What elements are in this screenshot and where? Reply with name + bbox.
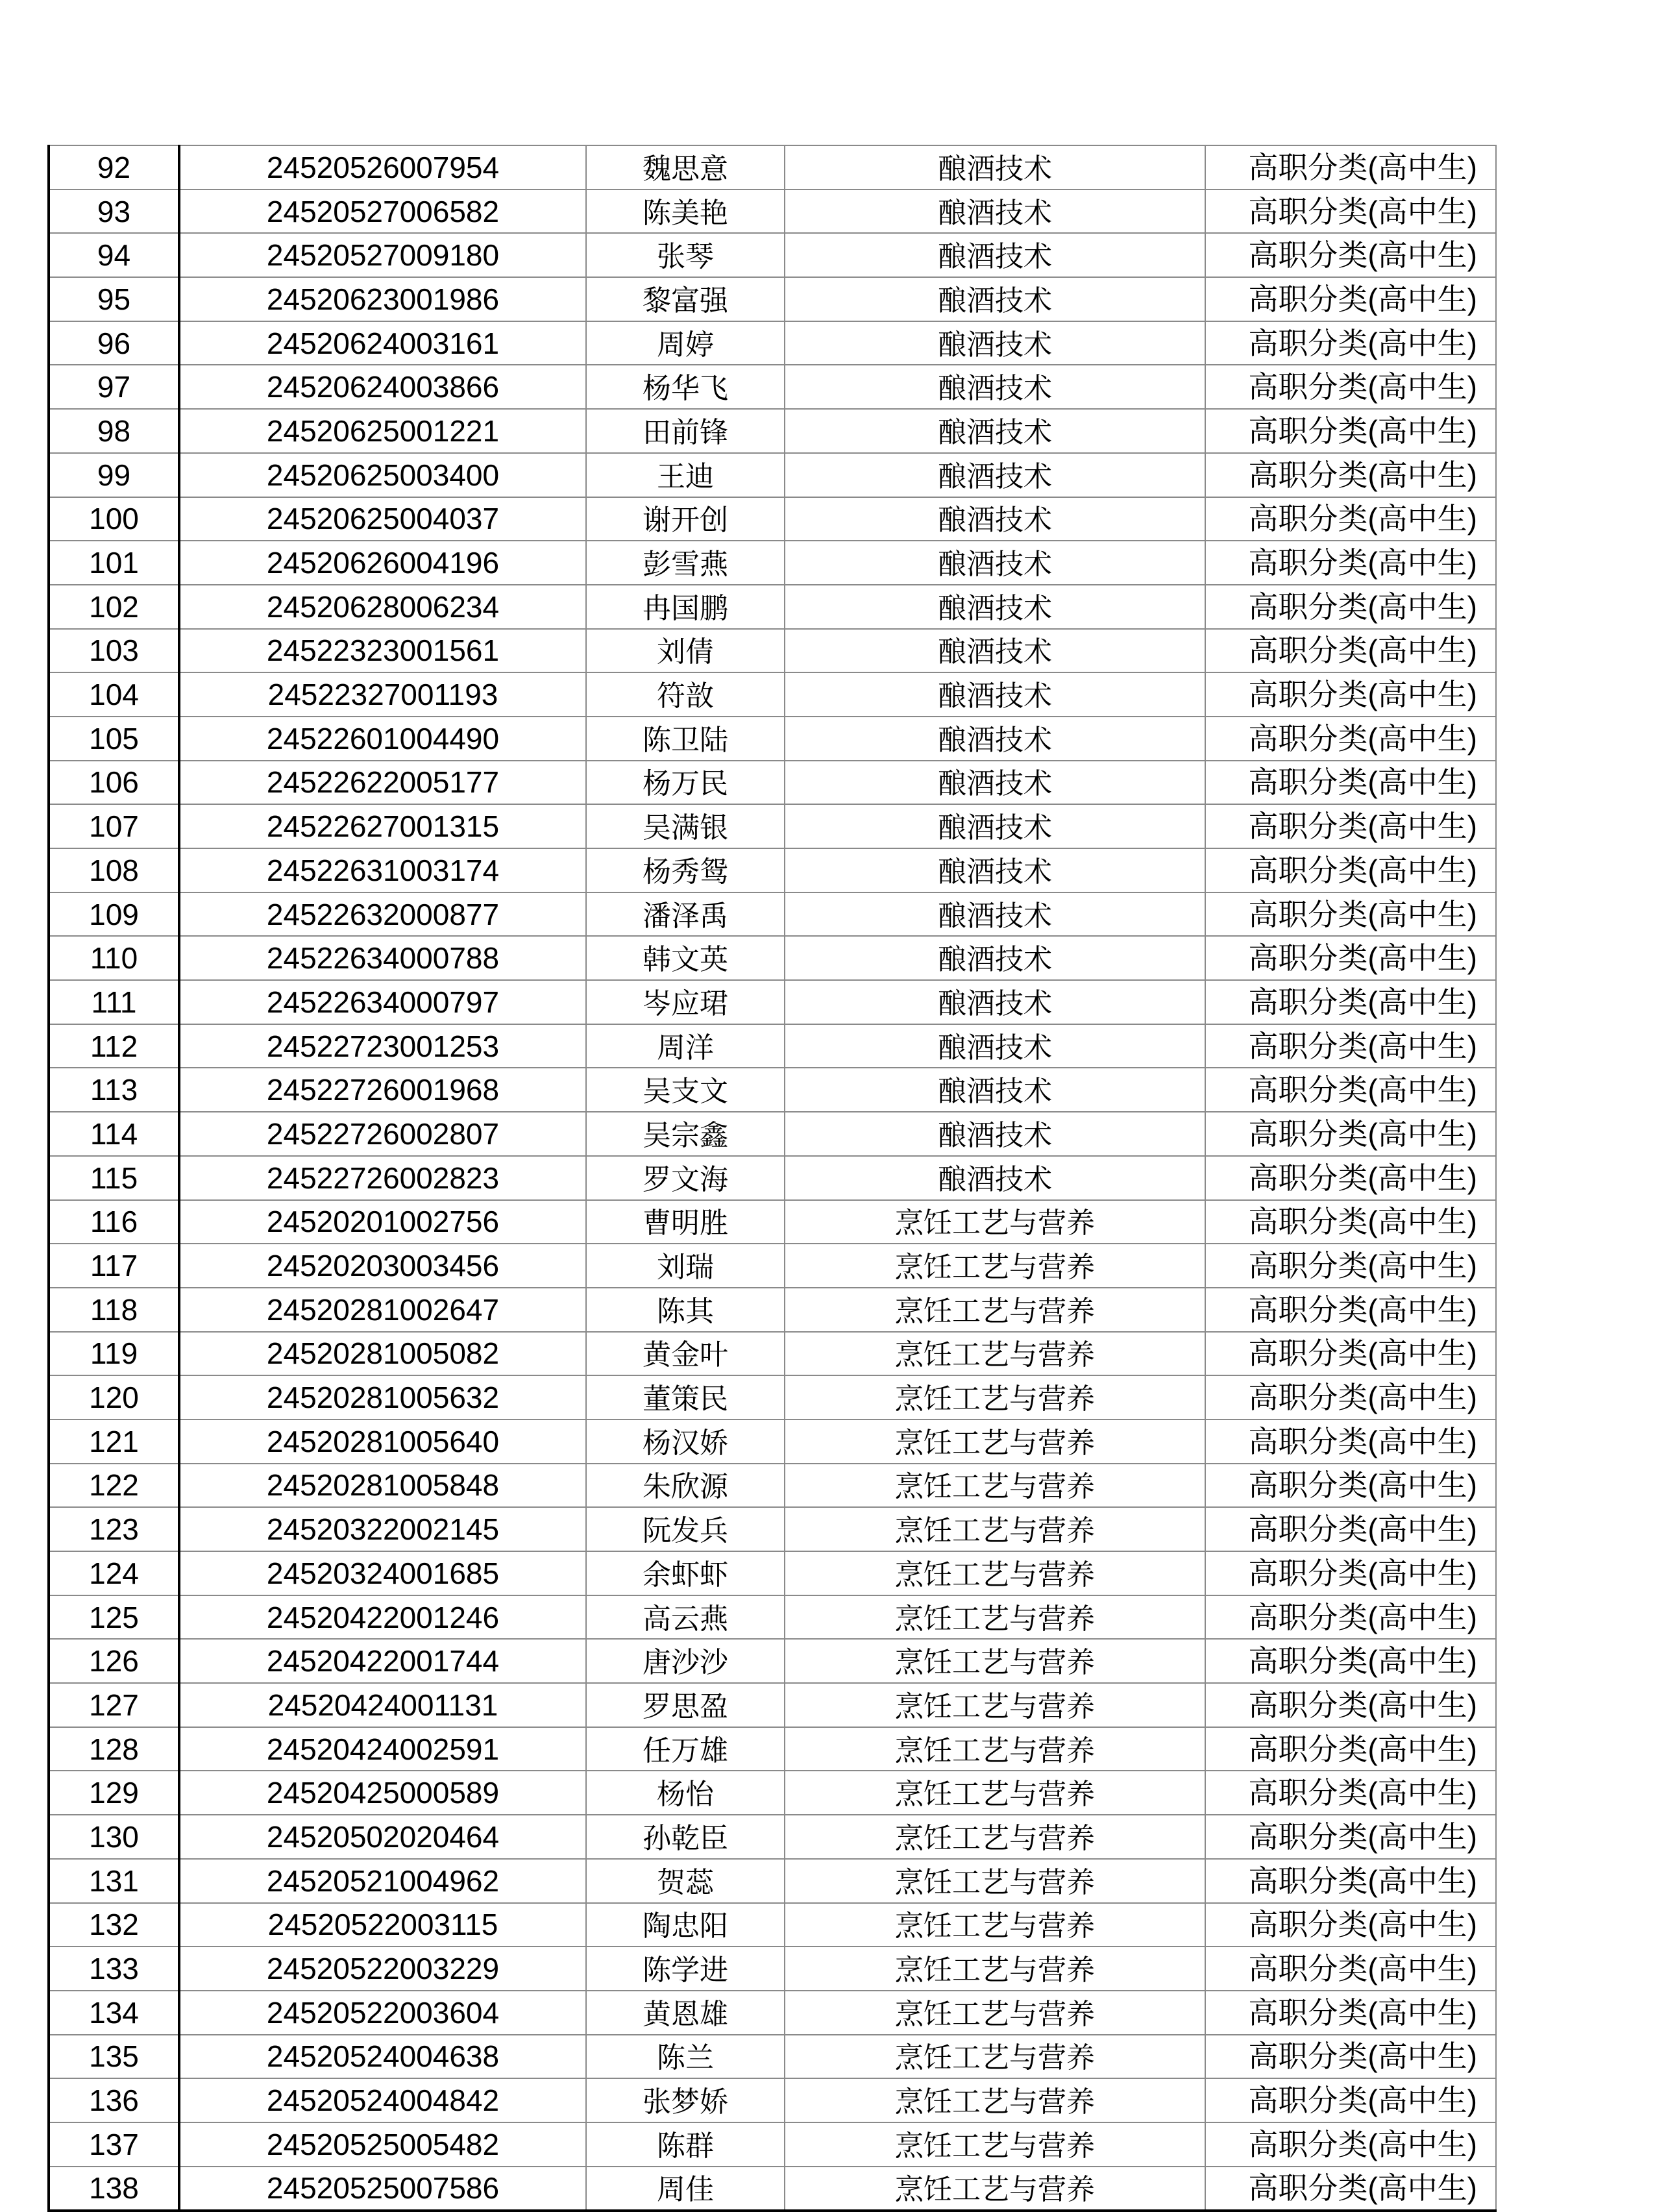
table-row: [49, 453, 1496, 497]
major-cell: 酿酒技术: [785, 233, 1205, 277]
candidate-id-cell: 24520422001744: [179, 1639, 586, 1683]
candidate-id-cell: 24520625001221: [179, 409, 586, 453]
row-number-cell: 134: [49, 1991, 179, 2035]
candidate-id-cell: 24520626004196: [179, 541, 586, 585]
major-cell: 烹饪工艺与营养: [785, 1903, 1205, 1947]
candidate-id-cell: 24520502020464: [179, 1815, 586, 1859]
row-number-cell: 101: [49, 541, 179, 585]
row-number-cell: 122: [49, 1464, 179, 1508]
category-cell: 高职分类(高中生): [1205, 672, 1496, 717]
major-cell: 烹饪工艺与营养: [785, 1200, 1205, 1244]
row-number-cell: 136: [49, 2078, 179, 2122]
table-row: [49, 936, 1496, 980]
table-row: [49, 629, 1496, 673]
row-number-cell: 127: [49, 1683, 179, 1727]
candidate-id-cell: 24520526007954: [179, 145, 586, 190]
row-number-cell: 112: [49, 1024, 179, 1068]
category-cell: 高职分类(高中生): [1205, 233, 1496, 277]
student-name-cell: 高云燕: [586, 1595, 785, 1640]
candidate-id-cell: 24522601004490: [179, 717, 586, 761]
row-number-cell: 113: [49, 1068, 179, 1112]
student-name-cell: 杨万民: [586, 761, 785, 805]
student-name-cell: 杨汉娇: [586, 1419, 785, 1464]
category-cell: 高职分类(高中生): [1205, 1024, 1496, 1068]
table-row: [49, 1727, 1496, 1771]
candidate-id-cell: 24520522003229: [179, 1947, 586, 1991]
candidate-id-cell: 24520628006234: [179, 585, 586, 629]
candidate-id-cell: 24520524004638: [179, 2035, 586, 2079]
candidate-id-cell: 24520522003115: [179, 1903, 586, 1947]
category-cell: 高职分类(高中生): [1205, 1156, 1496, 1200]
student-name-cell: 黄金叶: [586, 1332, 785, 1376]
row-number-cell: 133: [49, 1947, 179, 1991]
category-cell: 高职分类(高中生): [1205, 1068, 1496, 1112]
candidate-id-cell: 24520324001685: [179, 1551, 586, 1595]
major-cell: 酿酒技术: [785, 848, 1205, 892]
category-cell: 高职分类(高中生): [1205, 761, 1496, 805]
candidate-id-cell: 24520527006582: [179, 190, 586, 234]
category-cell: 高职分类(高中生): [1205, 2167, 1496, 2211]
major-cell: 酿酒技术: [785, 145, 1205, 190]
candidate-id-cell: 24520625003400: [179, 453, 586, 497]
candidate-id-cell: 24520281005082: [179, 1332, 586, 1376]
student-name-cell: 董策民: [586, 1375, 785, 1419]
table-row: [49, 321, 1496, 365]
table-row: [49, 761, 1496, 805]
major-cell: 酿酒技术: [785, 321, 1205, 365]
candidate-id-cell: 24520624003161: [179, 321, 586, 365]
category-cell: 高职分类(高中生): [1205, 1551, 1496, 1595]
row-number-cell: 95: [49, 277, 179, 321]
table-row: [49, 1024, 1496, 1068]
major-cell: 烹饪工艺与营养: [785, 2035, 1205, 2079]
student-name-cell: 周婷: [586, 321, 785, 365]
student-name-cell: 陈卫陆: [586, 717, 785, 761]
candidate-id-cell: 24520525005482: [179, 2122, 586, 2167]
category-cell: 高职分类(高中生): [1205, 1991, 1496, 2035]
row-number-cell: 123: [49, 1507, 179, 1551]
table-row: [49, 365, 1496, 409]
table-row: [49, 2122, 1496, 2167]
category-cell: 高职分类(高中生): [1205, 1859, 1496, 1903]
candidate-id-cell: 24520281005640: [179, 1419, 586, 1464]
row-number-cell: 132: [49, 1903, 179, 1947]
table-row: [49, 1683, 1496, 1727]
category-cell: 高职分类(高中生): [1205, 409, 1496, 453]
table-row: [49, 541, 1496, 585]
category-cell: 高职分类(高中生): [1205, 145, 1496, 190]
table-row: [49, 1815, 1496, 1859]
row-number-cell: 116: [49, 1200, 179, 1244]
table-row: [49, 233, 1496, 277]
major-cell: 烹饪工艺与营养: [785, 1947, 1205, 1991]
student-name-cell: 魏思意: [586, 145, 785, 190]
candidate-id-cell: 24520521004962: [179, 1859, 586, 1903]
row-number-cell: 119: [49, 1332, 179, 1376]
candidate-id-cell: 24522726001968: [179, 1068, 586, 1112]
major-cell: 烹饪工艺与营养: [785, 1288, 1205, 1332]
candidate-id-cell: 24520623001986: [179, 277, 586, 321]
table-row: [49, 1595, 1496, 1640]
major-cell: 酿酒技术: [785, 409, 1205, 453]
row-number-cell: 94: [49, 233, 179, 277]
candidate-id-cell: 24520422001246: [179, 1595, 586, 1640]
student-name-cell: 罗文海: [586, 1156, 785, 1200]
category-cell: 高职分类(高中生): [1205, 1947, 1496, 1991]
candidate-id-cell: 24522622005177: [179, 761, 586, 805]
student-name-cell: 陶忠阳: [586, 1903, 785, 1947]
student-name-cell: 余虾虾: [586, 1551, 785, 1595]
student-name-cell: 陈学进: [586, 1947, 785, 1991]
student-name-cell: 陈群: [586, 2122, 785, 2167]
row-number-cell: 99: [49, 453, 179, 497]
row-number-cell: 97: [49, 365, 179, 409]
row-number-cell: 106: [49, 761, 179, 805]
major-cell: 酿酒技术: [785, 892, 1205, 937]
category-cell: 高职分类(高中生): [1205, 2035, 1496, 2079]
row-number-cell: 114: [49, 1112, 179, 1156]
row-number-cell: 100: [49, 497, 179, 541]
student-name-cell: 谢开创: [586, 497, 785, 541]
category-cell: 高职分类(高中生): [1205, 1419, 1496, 1464]
candidate-id-cell: 24522726002823: [179, 1156, 586, 1200]
major-cell: 烹饪工艺与营养: [785, 1375, 1205, 1419]
student-name-cell: 吴支文: [586, 1068, 785, 1112]
category-cell: 高职分类(高中生): [1205, 1903, 1496, 1947]
major-cell: 烹饪工艺与营养: [785, 2122, 1205, 2167]
row-number-cell: 108: [49, 848, 179, 892]
table-row: [49, 848, 1496, 892]
row-number-cell: 130: [49, 1815, 179, 1859]
table-row: [49, 1244, 1496, 1288]
category-cell: 高职分类(高中生): [1205, 1464, 1496, 1508]
row-number-cell: 104: [49, 672, 179, 717]
student-name-cell: 曹明胜: [586, 1200, 785, 1244]
table-row: [49, 585, 1496, 629]
major-cell: 烹饪工艺与营养: [785, 1639, 1205, 1683]
student-name-cell: 周洋: [586, 1024, 785, 1068]
major-cell: 酿酒技术: [785, 1024, 1205, 1068]
category-cell: 高职分类(高中生): [1205, 2122, 1496, 2167]
table-row: [49, 1947, 1496, 1991]
category-cell: 高职分类(高中生): [1205, 585, 1496, 629]
candidate-id-cell: 24522634000797: [179, 980, 586, 1024]
student-name-cell: 陈其: [586, 1288, 785, 1332]
student-name-cell: 陈兰: [586, 2035, 785, 2079]
category-cell: 高职分类(高中生): [1205, 804, 1496, 848]
major-cell: 烹饪工艺与营养: [785, 2167, 1205, 2211]
category-cell: 高职分类(高中生): [1205, 1288, 1496, 1332]
major-cell: 烹饪工艺与营养: [785, 1551, 1205, 1595]
category-cell: 高职分类(高中生): [1205, 1683, 1496, 1727]
table-row: [49, 277, 1496, 321]
major-cell: 酿酒技术: [785, 804, 1205, 848]
table-row: [49, 2167, 1496, 2211]
candidate-id-cell: 24520525007586: [179, 2167, 586, 2211]
table-row: [49, 717, 1496, 761]
student-name-cell: 潘泽禹: [586, 892, 785, 937]
category-cell: 高职分类(高中生): [1205, 277, 1496, 321]
student-name-cell: 彭雪燕: [586, 541, 785, 585]
student-name-cell: 杨华飞: [586, 365, 785, 409]
category-cell: 高职分类(高中生): [1205, 980, 1496, 1024]
table-row: [49, 1507, 1496, 1551]
row-number-cell: 107: [49, 804, 179, 848]
table-row: [49, 1375, 1496, 1419]
category-cell: 高职分类(高中生): [1205, 1639, 1496, 1683]
table-row: [49, 409, 1496, 453]
category-cell: 高职分类(高中生): [1205, 541, 1496, 585]
table-row: [49, 2035, 1496, 2079]
student-name-cell: 杨怡: [586, 1771, 785, 1815]
candidate-id-cell: 24522627001315: [179, 804, 586, 848]
table-row: [49, 1112, 1496, 1156]
student-name-cell: 杨秀鸳: [586, 848, 785, 892]
candidate-id-cell: 24520281002647: [179, 1288, 586, 1332]
category-cell: 高职分类(高中生): [1205, 1200, 1496, 1244]
category-cell: 高职分类(高中生): [1205, 497, 1496, 541]
category-cell: 高职分类(高中生): [1205, 1815, 1496, 1859]
student-name-cell: 吴满银: [586, 804, 785, 848]
row-number-cell: 110: [49, 936, 179, 980]
category-cell: 高职分类(高中生): [1205, 936, 1496, 980]
table-row: [49, 145, 1496, 190]
category-cell: 高职分类(高中生): [1205, 629, 1496, 673]
candidate-id-cell: 24522323001561: [179, 629, 586, 673]
category-cell: 高职分类(高中生): [1205, 365, 1496, 409]
row-number-cell: 102: [49, 585, 179, 629]
major-cell: 酿酒技术: [785, 277, 1205, 321]
student-name-cell: 张梦娇: [586, 2078, 785, 2122]
major-cell: 酿酒技术: [785, 585, 1205, 629]
row-number-cell: 96: [49, 321, 179, 365]
table-row: [49, 2078, 1496, 2122]
major-cell: 烹饪工艺与营养: [785, 1991, 1205, 2035]
student-name-cell: 黄恩雄: [586, 1991, 785, 2035]
table-row: [49, 1551, 1496, 1595]
row-number-cell: 126: [49, 1639, 179, 1683]
table-row: [49, 804, 1496, 848]
major-cell: 酿酒技术: [785, 1112, 1205, 1156]
student-name-cell: 冉国鹏: [586, 585, 785, 629]
table-row: [49, 672, 1496, 717]
row-number-cell: 135: [49, 2035, 179, 2079]
student-name-cell: 吴宗鑫: [586, 1112, 785, 1156]
table-row: [49, 1156, 1496, 1200]
candidate-id-cell: 24522634000788: [179, 936, 586, 980]
student-name-cell: 韩文英: [586, 936, 785, 980]
table-row: [49, 497, 1496, 541]
major-cell: 烹饪工艺与营养: [785, 1244, 1205, 1288]
candidate-id-cell: 24522726002807: [179, 1112, 586, 1156]
candidate-id-cell: 24520322002145: [179, 1507, 586, 1551]
row-number-cell: 93: [49, 190, 179, 234]
candidate-id-cell: 24520281005632: [179, 1375, 586, 1419]
category-cell: 高职分类(高中生): [1205, 2078, 1496, 2122]
student-name-cell: 刘瑞: [586, 1244, 785, 1288]
major-cell: 烹饪工艺与营养: [785, 1419, 1205, 1464]
table-row: [49, 892, 1496, 937]
student-name-cell: 唐沙沙: [586, 1639, 785, 1683]
row-number-cell: 115: [49, 1156, 179, 1200]
table-row: [49, 1903, 1496, 1947]
row-number-cell: 138: [49, 2167, 179, 2211]
major-cell: 烹饪工艺与营养: [785, 1771, 1205, 1815]
major-cell: 烹饪工艺与营养: [785, 1464, 1205, 1508]
row-number-cell: 125: [49, 1595, 179, 1640]
category-cell: 高职分类(高中生): [1205, 1112, 1496, 1156]
row-number-cell: 131: [49, 1859, 179, 1903]
major-cell: 酿酒技术: [785, 761, 1205, 805]
category-cell: 高职分类(高中生): [1205, 190, 1496, 234]
candidate-id-cell: 24520522003604: [179, 1991, 586, 2035]
category-cell: 高职分类(高中生): [1205, 892, 1496, 937]
table-row: [49, 1464, 1496, 1508]
major-cell: 酿酒技术: [785, 980, 1205, 1024]
row-number-cell: 137: [49, 2122, 179, 2167]
row-number-cell: 121: [49, 1419, 179, 1464]
candidate-id-cell: 24520424001131: [179, 1683, 586, 1727]
major-cell: 酿酒技术: [785, 936, 1205, 980]
row-number-cell: 129: [49, 1771, 179, 1815]
row-number-cell: 118: [49, 1288, 179, 1332]
row-number-cell: 103: [49, 629, 179, 673]
major-cell: 烹饪工艺与营养: [785, 1727, 1205, 1771]
major-cell: 烹饪工艺与营养: [785, 1507, 1205, 1551]
candidate-id-cell: 24520625004037: [179, 497, 586, 541]
row-number-cell: 124: [49, 1551, 179, 1595]
row-number-cell: 120: [49, 1375, 179, 1419]
student-name-cell: 王迪: [586, 453, 785, 497]
student-name-cell: 阮发兵: [586, 1507, 785, 1551]
major-cell: 酿酒技术: [785, 365, 1205, 409]
category-cell: 高职分类(高中生): [1205, 1244, 1496, 1288]
student-name-cell: 张琴: [586, 233, 785, 277]
category-cell: 高职分类(高中生): [1205, 1375, 1496, 1419]
candidate-id-cell: 24522327001193: [179, 672, 586, 717]
table-row: [49, 1991, 1496, 2035]
candidate-id-cell: 24520424002591: [179, 1727, 586, 1771]
major-cell: 酿酒技术: [785, 1156, 1205, 1200]
row-number-cell: 98: [49, 409, 179, 453]
category-cell: 高职分类(高中生): [1205, 1771, 1496, 1815]
table-body: [49, 145, 1496, 2211]
row-number-cell: 111: [49, 980, 179, 1024]
student-name-cell: 罗思盈: [586, 1683, 785, 1727]
category-cell: 高职分类(高中生): [1205, 848, 1496, 892]
major-cell: 酿酒技术: [785, 541, 1205, 585]
category-cell: 高职分类(高中生): [1205, 1507, 1496, 1551]
category-cell: 高职分类(高中生): [1205, 1727, 1496, 1771]
table-row: [49, 1068, 1496, 1112]
candidate-id-cell: 24520203003456: [179, 1244, 586, 1288]
category-cell: 高职分类(高中生): [1205, 717, 1496, 761]
category-cell: 高职分类(高中生): [1205, 321, 1496, 365]
category-cell: 高职分类(高中生): [1205, 1595, 1496, 1640]
table-row: [49, 1771, 1496, 1815]
candidate-id-cell: 24520201002756: [179, 1200, 586, 1244]
major-cell: 酿酒技术: [785, 629, 1205, 673]
student-name-cell: 黎富强: [586, 277, 785, 321]
student-name-cell: 孙乾臣: [586, 1815, 785, 1859]
table-row: [49, 1859, 1496, 1903]
student-name-cell: 贺蕊: [586, 1859, 785, 1903]
admission-list-table: [47, 145, 1497, 2212]
major-cell: 酿酒技术: [785, 453, 1205, 497]
student-name-cell: 田前锋: [586, 409, 785, 453]
row-number-cell: 117: [49, 1244, 179, 1288]
table-row: [49, 1639, 1496, 1683]
table-row: [49, 1332, 1496, 1376]
candidate-id-cell: 24520524004842: [179, 2078, 586, 2122]
major-cell: 酿酒技术: [785, 717, 1205, 761]
table-row: [49, 1288, 1496, 1332]
row-number-cell: 105: [49, 717, 179, 761]
candidate-id-cell: 24522632000877: [179, 892, 586, 937]
row-number-cell: 128: [49, 1727, 179, 1771]
student-name-cell: 周佳: [586, 2167, 785, 2211]
major-cell: 酿酒技术: [785, 497, 1205, 541]
student-name-cell: 陈美艳: [586, 190, 785, 234]
major-cell: 酿酒技术: [785, 190, 1205, 234]
major-cell: 烹饪工艺与营养: [785, 1859, 1205, 1903]
row-number-cell: 92: [49, 145, 179, 190]
major-cell: 烹饪工艺与营养: [785, 1815, 1205, 1859]
student-name-cell: 符敨: [586, 672, 785, 717]
major-cell: 酿酒技术: [785, 672, 1205, 717]
major-cell: 酿酒技术: [785, 1068, 1205, 1112]
student-name-cell: 朱欣源: [586, 1464, 785, 1508]
row-number-cell: 109: [49, 892, 179, 937]
student-name-cell: 岑应珺: [586, 980, 785, 1024]
candidate-id-cell: 24520281005848: [179, 1464, 586, 1508]
table-row: [49, 1200, 1496, 1244]
candidate-id-cell: 24520425000589: [179, 1771, 586, 1815]
category-cell: 高职分类(高中生): [1205, 453, 1496, 497]
candidate-id-cell: 24520527009180: [179, 233, 586, 277]
student-name-cell: 任万雄: [586, 1727, 785, 1771]
major-cell: 烹饪工艺与营养: [785, 1332, 1205, 1376]
candidate-id-cell: 24520624003866: [179, 365, 586, 409]
table-row: [49, 190, 1496, 234]
candidate-id-cell: 24522723001253: [179, 1024, 586, 1068]
category-cell: 高职分类(高中生): [1205, 1332, 1496, 1376]
student-name-cell: 刘倩: [586, 629, 785, 673]
table-row: [49, 980, 1496, 1024]
major-cell: 烹饪工艺与营养: [785, 1683, 1205, 1727]
candidate-id-cell: 24522631003174: [179, 848, 586, 892]
major-cell: 烹饪工艺与营养: [785, 1595, 1205, 1640]
major-cell: 烹饪工艺与营养: [785, 2078, 1205, 2122]
table-row: [49, 1419, 1496, 1464]
